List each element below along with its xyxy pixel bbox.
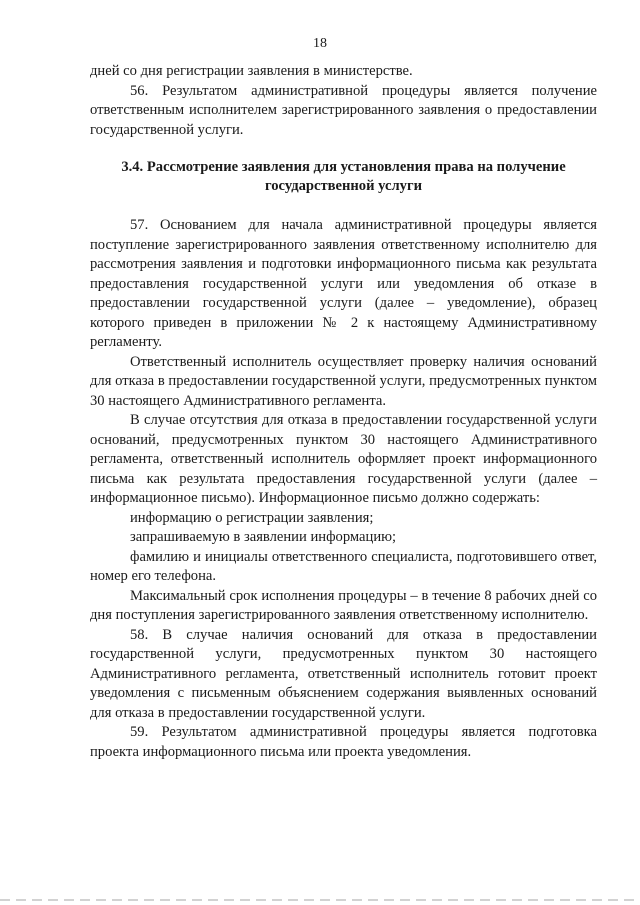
list-item-requested-info: запрашиваемую в заявлении информацию; (130, 529, 397, 545)
intro-line: дней со дня регистрации заявления в министерстве. (90, 63, 413, 79)
section-title-line1: 3.4. Рассмотрение заявления для установления права на получение (121, 159, 566, 175)
paragraph-58: 58. В случае наличия оснований для отказа в предоставлении государственной услуги, предусмотренных пунктом 30 настоящего Административного регламента, ответственный исполнитель готовит проект уведомления с письменным объяснением содержания выявленных оснований для отказа в предоставлении государственной услуги. (90, 626, 597, 721)
paragraph-check: Ответственный исполнитель осуществляет проверку наличия оснований для отказа в предоставлении государственной услуги, предусмотренных пунктом 30 настоящего Административного регламента. (90, 353, 597, 409)
paragraph-57: 57. Основанием для начала административной процедуры является поступление зарегистрированного заявления ответственному исполнителю для рассмотрения заявления и подготовки информационного письма как результата предоставления государственной услуги или уведомления об отказе в предоставлении государственной услуги (далее – уведомление), образец которого приведен в приложении № 2 к настоящему Административному регламенту. (90, 217, 597, 350)
intro-block (90, 62, 597, 140)
list-item-registration: информацию о регистрации заявления; (130, 509, 374, 526)
page-number: 18 (313, 36, 327, 51)
section-title-line2: государственной услуги (264, 178, 423, 194)
scan-artifact-line (0, 899, 640, 901)
paragraph-absence: В случае отсутствия для отказа в предоставлении государственной услуги оснований, предусмотренных пунктом 30 настоящего Административного регламента, ответственный исполнитель оформляет проект информационного письма как результата предоставления государственной услуги (далее – информационное письмо). Информационное письмо должно содержать: (90, 412, 597, 506)
paragraph-59: 59. Результатом административной процедуры является подготовка проекта информационного письма или проекта уведомления. (90, 724, 597, 760)
section-heading (90, 158, 597, 196)
list-item-specialist: фамилию и инициалы ответственного специалиста, подготовившего ответ, номер его телефона. (90, 548, 597, 584)
paragraph-56: 56. Результатом административной процедуры является получение ответственным исполнителем зарегистрированного заявления о предоставлении государственной услуги. (90, 82, 597, 138)
paragraph-deadline: Максимальный срок исполнения процедуры – в течение 8 рабочих дней со дня поступления зарегистрированного заявления ответственному исполнителю. (90, 587, 597, 623)
body-block (90, 216, 597, 762)
